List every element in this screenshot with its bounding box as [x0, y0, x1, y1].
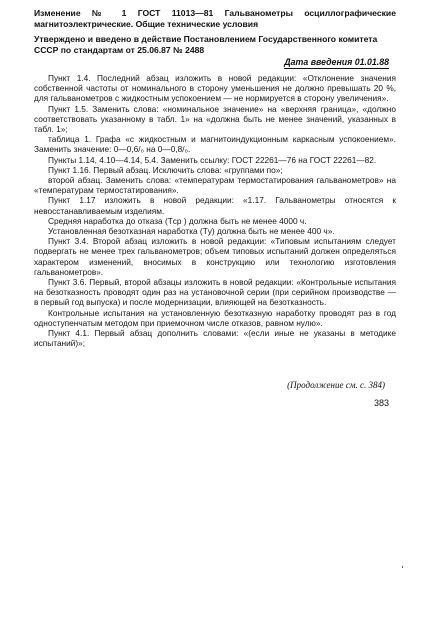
paragraph-1-16: Пункт 1.16. Первый абзац. Исключить слова: «группами по»; [48, 164, 283, 175]
amendment-body [34, 73, 396, 348]
paragraph-1-14: Пункты 1.14, 4.10—4.14, 5.4. Заменить ссылку: ГОСТ 22261—76 на ГОСТ 22261—82. [48, 154, 377, 165]
paragraph-3-6: Пункт 3.6. Первый, второй абзацы изложить в новой редакции: «Контрольные испытания на безотказность проводят один раз на установочной серии (при серийном производстве — в первый год выпуска) и после модернизации, влияющей на безотказность. [34, 277, 396, 308]
effective-date: Дата введения 01.01.88 [284, 57, 389, 67]
paragraph-table-1: таблица 1. Графа «с жидкостным и магнитоиндукционным каркасным успокоением». Заменить значение: 0—0,6/₀ на 0—0,8/₀. [34, 134, 396, 155]
paragraph-control-tests: Контрольные испытания на установленную безотказную наработку проводят раз в год одноступенчатым методом при приемочном числе отказов, равном нулю». [34, 307, 396, 328]
paragraph-failure-free: Установленная безотказная наработка (Tу) должна быть не менее 400 ч». [48, 226, 335, 237]
paragraph-1-5: Пункт 1.5. Заменить слова: «номинальное значение» на «верхняя граница», «должно соответствовать указанному в табл. 1» на «должна быть не менее значений, указанных в табл. 1»; [34, 103, 396, 135]
page-number: 383 [373, 398, 389, 408]
paragraph-mtbf: Средняя наработка до отказа (Tср ) должна быть не менее 4000 ч. [48, 215, 307, 226]
paragraph-1-16-second: второй абзац. Заменить слова: «температурам термостатирования гальванометров» на «температурам термостатирования». [34, 175, 396, 196]
paragraph-1-4: Пункт 1.4. Последний абзац изложить в новой редакции: «Отклонение значения собственной частоты от номинального в сторону уменьшения не должно превышать 20 %, для гальванометров с жидкостным успокоением — не нормируется в сторону увеличения». [34, 73, 396, 104]
paragraph-4-1: Пункт 4.1. Первый абзац дополнить словами: «(если иные не указаны в методике испытаний)»; [34, 328, 396, 349]
continuation-note: (Продолжение см. с. 384) [287, 380, 385, 390]
document-title: Изменение № 1 ГОСТ 11013—81 Гальванометры осциллографические магнитоэлектрические. Общие технические условия [34, 8, 396, 29]
approval-statement: Утверждено и введено в действие Постановлением Государственного комитета СССР по стандартам от 25.06.87 № 2488 [34, 34, 378, 55]
scan-speck [402, 566, 403, 568]
paragraph-3-4: Пункт 3.4. Второй абзац изложить в новой редакции: «Типовым испытаниям следует подвергать не менее трех гальванометров; объем типовых испытаний должен определяться характером изменений, вносимых в конструкцию или технологию изготовления гальванометров». [34, 236, 396, 277]
paragraph-1-17: Пункт 1.17 изложить в новой редакции: «1.17. Гальванометры относятся к невосстанавливаемым изделиям. [34, 195, 396, 216]
